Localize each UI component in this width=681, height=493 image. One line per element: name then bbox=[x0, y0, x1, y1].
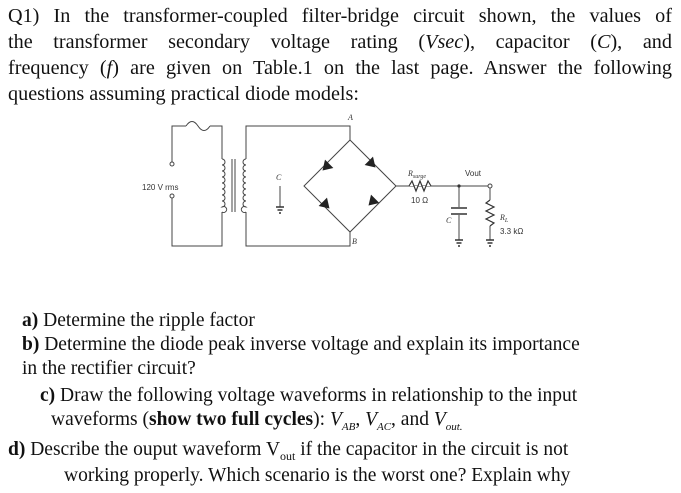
bridge-rectifier bbox=[304, 140, 396, 232]
primary-wire-bottom bbox=[172, 196, 222, 246]
load-label: $R_L$ bbox=[500, 213, 509, 224]
diode-d3 bbox=[320, 199, 333, 212]
bridge-diodes bbox=[320, 158, 379, 212]
input-terminal-top bbox=[170, 162, 174, 166]
question-line-4: questions assuming practical diode models: bbox=[8, 83, 359, 105]
diode-d2 bbox=[366, 158, 379, 171]
node-c-label: C bbox=[276, 173, 282, 182]
part-d-line-2: working properly. Which scenario is the worst one? Explain why bbox=[64, 465, 571, 486]
source-label: 120 V rms bbox=[142, 183, 179, 192]
primary-wire-right bbox=[210, 126, 222, 159]
node-b-label: B bbox=[352, 237, 357, 246]
part-c-line-2: waveforms (show two full cycles): $V_{AB}$, $V_{AC}$, and $V_{out.}$ bbox=[51, 409, 463, 433]
capacitor-label: C bbox=[446, 216, 452, 225]
load-value: 3.3 kΩ bbox=[500, 227, 524, 236]
part-a: a) Determine the ripple factor bbox=[22, 310, 255, 331]
question-line-3: frequency (f) are given on Table.1 on the last page. Answer the following bbox=[8, 57, 672, 79]
part-d-line-1: d) Describe the ouput waveform $V_{out}$ if the capacitor in the circuit is not bbox=[8, 439, 569, 463]
ac-source-symbol bbox=[186, 122, 210, 131]
vout-label: Vout bbox=[465, 169, 482, 178]
rsurge-label: $R_{surge}$ bbox=[408, 169, 427, 180]
junction-dot bbox=[457, 184, 460, 187]
output-terminal bbox=[488, 184, 492, 188]
filter-capacitor bbox=[450, 207, 468, 215]
secondary-winding bbox=[241, 159, 246, 213]
rsurge-resistor bbox=[409, 181, 431, 191]
load-resistor bbox=[486, 200, 494, 226]
question-line-1: Q1) In the transformer-coupled filter-bridge circuit shown, the values of bbox=[8, 5, 672, 27]
diode-d1 bbox=[320, 161, 333, 174]
question-intro bbox=[8, 3, 672, 107]
rsurge-value: 10 Ω bbox=[411, 196, 429, 205]
secondary-wire-top bbox=[246, 126, 350, 159]
question-line-2: the transformer secondary voltage rating (Vsec), capacitor (C), and bbox=[8, 31, 672, 53]
diode-d4 bbox=[366, 196, 379, 209]
circuit-diagram bbox=[0, 104, 681, 294]
input-terminal-bottom bbox=[170, 194, 174, 198]
primary-wire-top bbox=[172, 126, 186, 164]
part-b-line-1: b) Determine the diode peak inverse voltage and explain its importance bbox=[22, 334, 580, 355]
primary-winding bbox=[222, 159, 227, 213]
part-b-line-2: in the rectifier circuit? bbox=[22, 358, 196, 379]
node-a-label: A bbox=[348, 113, 353, 122]
part-c-line-1: c) Draw the following voltage waveforms in relationship to the input bbox=[40, 385, 578, 406]
